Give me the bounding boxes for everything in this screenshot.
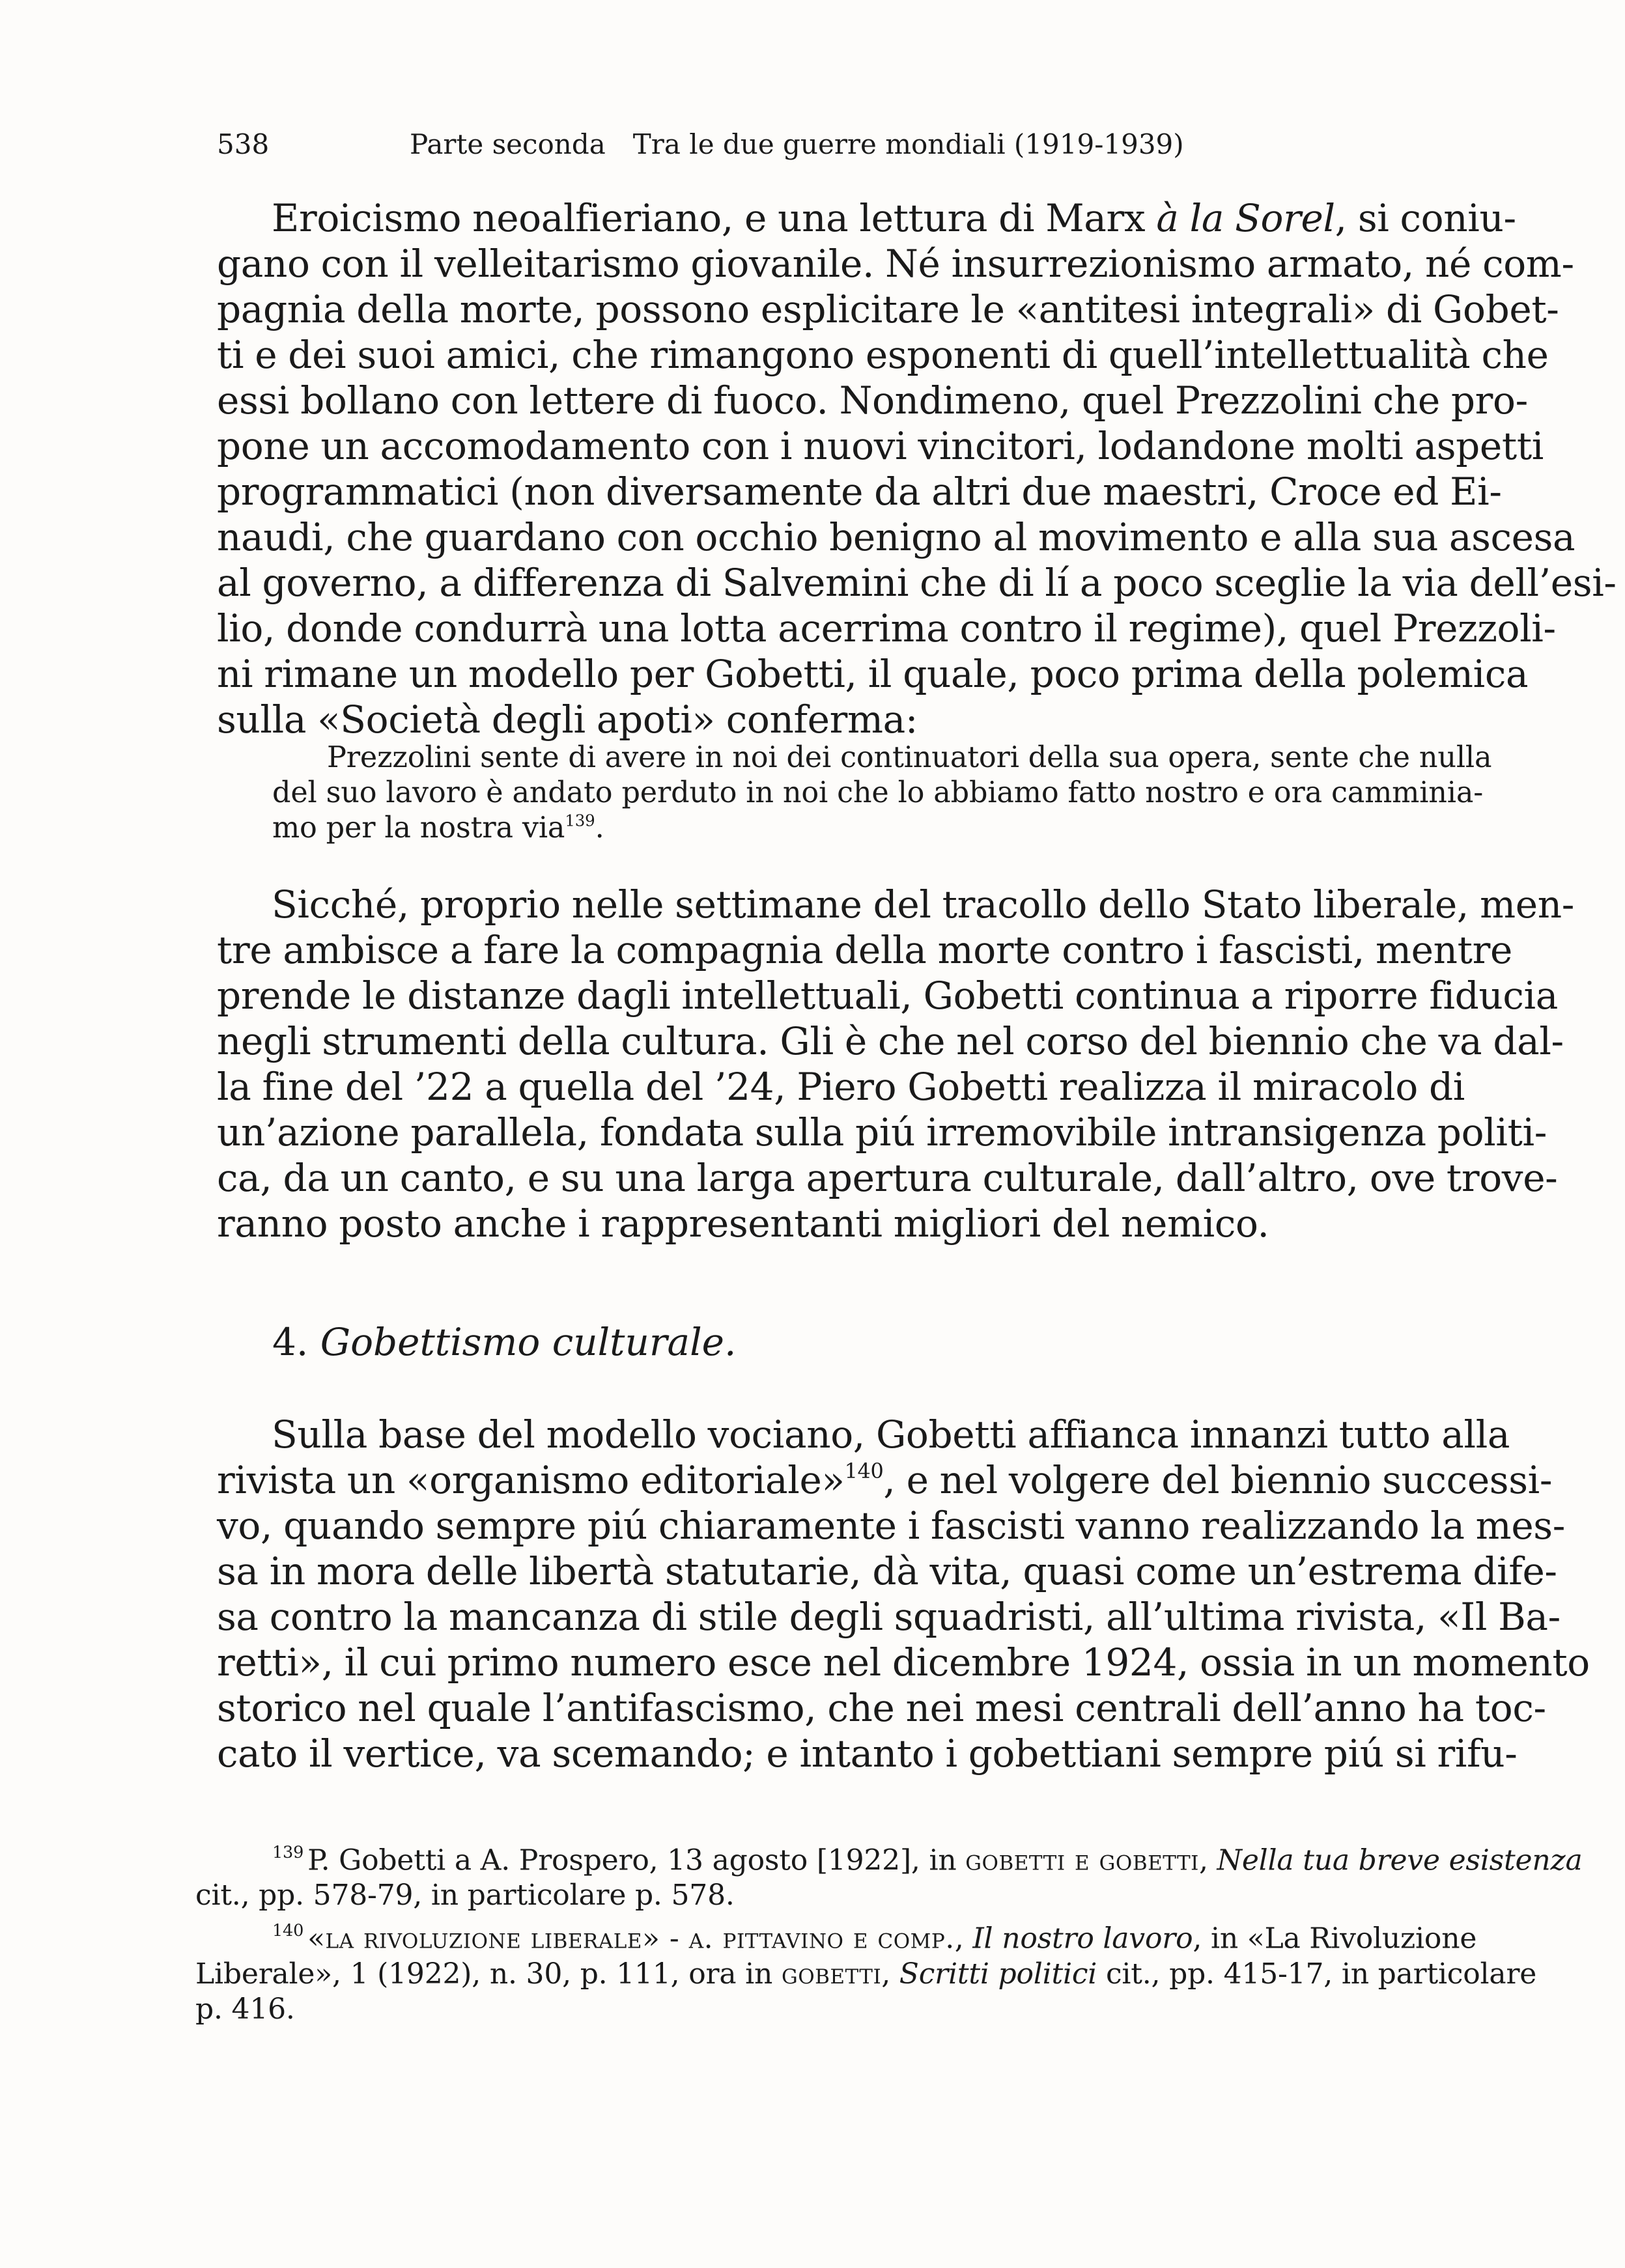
quote-line: del suo lavoro è andato perduto in noi che lo abbiamo fatto nostro e ora camminia- — [272, 776, 1484, 809]
text-line: lio, donde condurrà una lotta acerrima contro il regime), quel Prezzoli- — [217, 606, 1556, 651]
text-line: prende le distanze dagli intellettuali, Gobetti continua a riporre fiducia — [217, 973, 1558, 1018]
footnote-ref-139[interactable]: 139 — [565, 811, 595, 830]
section-heading — [272, 1319, 736, 1365]
footnote-number: 139 — [272, 1843, 304, 1862]
text-line: al governo, a differenza di Salvemini che di lí a poco sceglie la via dell’esi- — [217, 561, 1617, 605]
footnote-line: cit., pp. 578-79, in particolare p. 578. — [195, 1879, 735, 1912]
running-head-title: Tra le due guerre mondiali (1919-1939) — [632, 128, 1184, 160]
footnote-ref-140[interactable]: 140 — [844, 1459, 884, 1484]
text-line: negli strumenti della cultura. Gli è che nel corso del biennio che va dal- — [217, 1019, 1564, 1063]
text-line: sa in mora delle libertà statutarie, dà vita, quasi come un’estrema dife- — [217, 1549, 1557, 1593]
quote-line — [272, 811, 1422, 846]
text-line: essi bollano con lettere di fuoco. Nondimeno, quel Prezzolini che pro- — [217, 378, 1528, 423]
text-line: storico nel quale l’antifascismo, che nei mesi centrali dell’anno ha toc- — [217, 1686, 1546, 1730]
footnote-139 — [195, 1835, 1583, 1913]
text-line — [217, 195, 1516, 241]
footnote-line: Liberale», 1 (1922), n. 30, p. 111, ora in gobetti, Scritti politici cit., pp. 415-17, in particolare — [195, 1957, 1537, 1991]
text-span: P. Gobetti a A. Prospero, 13 agosto [1922], in — [307, 1843, 966, 1877]
work-title: Il nostro lavoro — [972, 1922, 1193, 1955]
text-span: cit., pp. 415-17, in particolare — [1097, 1957, 1537, 1991]
text-line: ranno posto anche i rappresentanti migliori del nemico. — [217, 1201, 1269, 1246]
text-span: mo per la nostra via — [272, 811, 565, 845]
footnote-line: p. 416. — [195, 1992, 295, 2026]
text-line: la fine del ’22 a quella del ’24, Piero Gobetti realizza il miracolo di — [217, 1065, 1465, 1109]
paragraph-2 — [217, 882, 1574, 1246]
footnote-line: $^{140}$ «la rivoluzione liberale» - a. pittavino e comp., Il nostro lavoro, in «La Rivoluzione — [272, 1921, 1477, 1955]
text-line: ni rimane un modello per Gobetti, il quale, poco prima della polemica — [217, 652, 1529, 696]
text-line: pone un accomodamento con i nuovi vincitori, lodandone molti aspetti — [217, 424, 1544, 468]
text-line: sa contro la mancanza di stile degli squadristi, all’ultima rivista, «Il Ba- — [217, 1595, 1561, 1639]
text-line: vo, quando sempre piú chiaramente i fascisti vanno realizzando la mes- — [217, 1504, 1565, 1548]
text-span: , si coniu- — [1335, 196, 1516, 240]
text-line: programmatici (non diversamente da altri due maestri, Croce ed Ei- — [217, 469, 1502, 514]
text-line: tre ambisce a fare la compagnia della morte contro i fascisti, mentre — [217, 928, 1512, 972]
work-title: Scritti politici — [899, 1957, 1097, 1991]
text-span: , in «La Rivoluzione — [1193, 1922, 1477, 1955]
work-title: Nella tua breve esistenza — [1217, 1843, 1583, 1877]
text-line: un’azione parallela, fondata sulla piú irremovibile intransigenza politi- — [217, 1110, 1547, 1155]
text-line: pagnia della morte, possono esplicitare le «antitesi integrali» di Gobet- — [217, 287, 1559, 331]
text-line: sulla «Società degli apoti» conferma: — [217, 697, 918, 742]
running-head-part: Parte seconda — [410, 128, 606, 160]
text-span: Eroicismo neoalfieriano, e una lettura di Marx — [272, 196, 1157, 240]
paragraph-1 — [217, 195, 1617, 742]
text-span: rivista un «organismo editoriale» — [217, 1458, 845, 1502]
footnote-number: 140 — [272, 1921, 304, 1941]
footnote-140 — [195, 1913, 1537, 2026]
italic-phrase: à la Sorel — [1156, 196, 1335, 240]
quote-line: Prezzolini sente di avere in noi dei continuatori della sua opera, sente che nulla — [327, 741, 1492, 774]
text-span: Liberale», 1 (1922), n. 30, p. 111, ora in — [195, 1957, 782, 1991]
block-quote — [272, 740, 1492, 846]
text-line — [217, 1457, 1553, 1503]
text-line: naudi, che guardano con occhio benigno al movimento e alla sua ascesa — [217, 515, 1576, 559]
text-line: retti», il cui primo numero esce nel dicembre 1924, ossia in un momento — [217, 1640, 1590, 1685]
text-line: Sicché, proprio nelle settimane del tracollo dello Stato liberale, men- — [272, 882, 1574, 927]
text-line: gano con il velleitarismo giovanile. Né insurrezionismo armato, né com- — [217, 242, 1574, 286]
running-head — [217, 128, 1422, 161]
section-title: Gobettismo culturale. — [320, 1320, 737, 1364]
paragraph-3 — [217, 1412, 1590, 1776]
page-number: 538 — [217, 128, 270, 160]
text-line: ca, da un canto, e su una larga apertura culturale, dall’altro, ove trove- — [217, 1156, 1558, 1200]
footnote-line: $^{139}$ P. Gobetti a A. Prospero, 13 agosto [1922], in gobetti e gobetti, Nella tua breve esistenza — [272, 1843, 1583, 1877]
author-name: gobetti — [781, 1957, 882, 1991]
author-name: gobetti e gobetti — [965, 1843, 1199, 1877]
section-number: 4. — [272, 1320, 309, 1364]
text-line: ti e dei suoi amici, che rimangono esponenti di quell’intellettualità che — [217, 333, 1549, 377]
text-span: . — [595, 811, 604, 845]
text-line: cato il vertice, va scemando; e intanto i gobettiani sempre piú si rifu- — [217, 1731, 1518, 1776]
text-span: , e nel volgere del biennio successi- — [883, 1458, 1553, 1502]
text-line: Sulla base del modello vociano, Gobetti affianca innanzi tutto alla — [272, 1412, 1510, 1457]
author-name: «la rivoluzione liberale» - a. pittavino e comp. — [307, 1922, 955, 1955]
footnotes — [195, 1835, 1583, 2027]
